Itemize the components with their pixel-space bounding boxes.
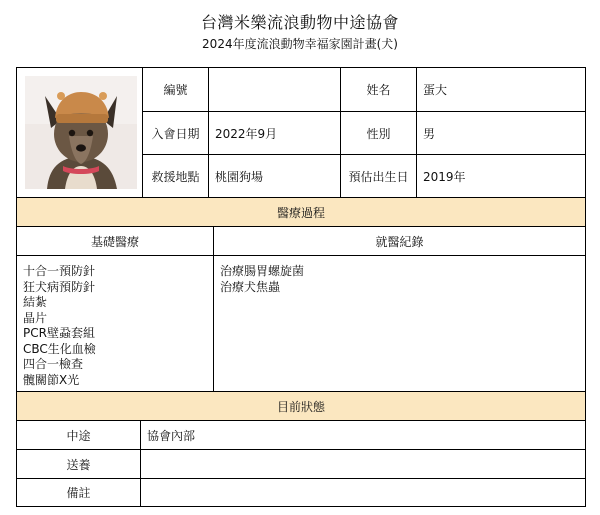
- birth-estimate-value: 2019年: [416, 154, 586, 198]
- id-value: [208, 67, 341, 112]
- dog-photo-icon: [25, 76, 137, 189]
- status-row-label: 中途: [16, 420, 141, 450]
- list-item: 治療犬焦蟲: [220, 279, 281, 294]
- sex-label: 性別: [340, 111, 417, 155]
- document-title: 台灣米樂流浪動物中途協會: [200, 13, 399, 32]
- join-date-value: 2022年9月: [208, 111, 341, 155]
- name-label: 姓名: [340, 67, 417, 112]
- list-item: 治療腸胃螺旋菌: [220, 264, 305, 278]
- list-item: 晶片: [23, 310, 48, 325]
- join-date-label: 入會日期: [142, 111, 209, 155]
- list-item: PCR壁蝨套組: [23, 326, 95, 340]
- list-item: 結紮: [23, 295, 48, 309]
- list-item: 狂犬病預防針: [23, 279, 96, 294]
- basic-medical-list: [16, 255, 214, 392]
- birth-estimate-label: 預估出生日: [340, 154, 417, 198]
- rescue-location-value: 桃園狗場: [208, 154, 341, 198]
- medical-records-header: 就醫紀錄: [213, 226, 586, 256]
- name-value: 蛋大: [416, 67, 586, 112]
- status-row-value: 協會內部: [140, 420, 586, 450]
- id-label: 編號: [142, 67, 209, 112]
- status-row-value: [140, 478, 586, 507]
- list-item: 髖關節X光: [23, 372, 80, 387]
- status-row-label: 備註: [16, 478, 141, 507]
- list-item: 十合一預防針: [23, 264, 96, 278]
- document-subtitle: 2024年度流浪動物幸福家園計畫(犬): [202, 37, 398, 51]
- medical-section-header: 醫療過程: [16, 197, 586, 227]
- sex-value: 男: [416, 111, 586, 155]
- rescue-location-label: 救援地點: [142, 154, 209, 198]
- dog-photo: [25, 76, 137, 189]
- profile-table: [16, 67, 586, 507]
- status-section-header: 目前狀態: [16, 391, 586, 421]
- photo-cell: [16, 67, 143, 198]
- basic-medical-header: 基礎醫療: [16, 226, 214, 256]
- list-item: 四合一檢查: [23, 357, 84, 371]
- medical-records-list: [213, 255, 586, 392]
- list-item: CBC生化血檢: [23, 341, 96, 356]
- status-row-value: [140, 449, 586, 479]
- status-row-label: 送養: [16, 449, 141, 479]
